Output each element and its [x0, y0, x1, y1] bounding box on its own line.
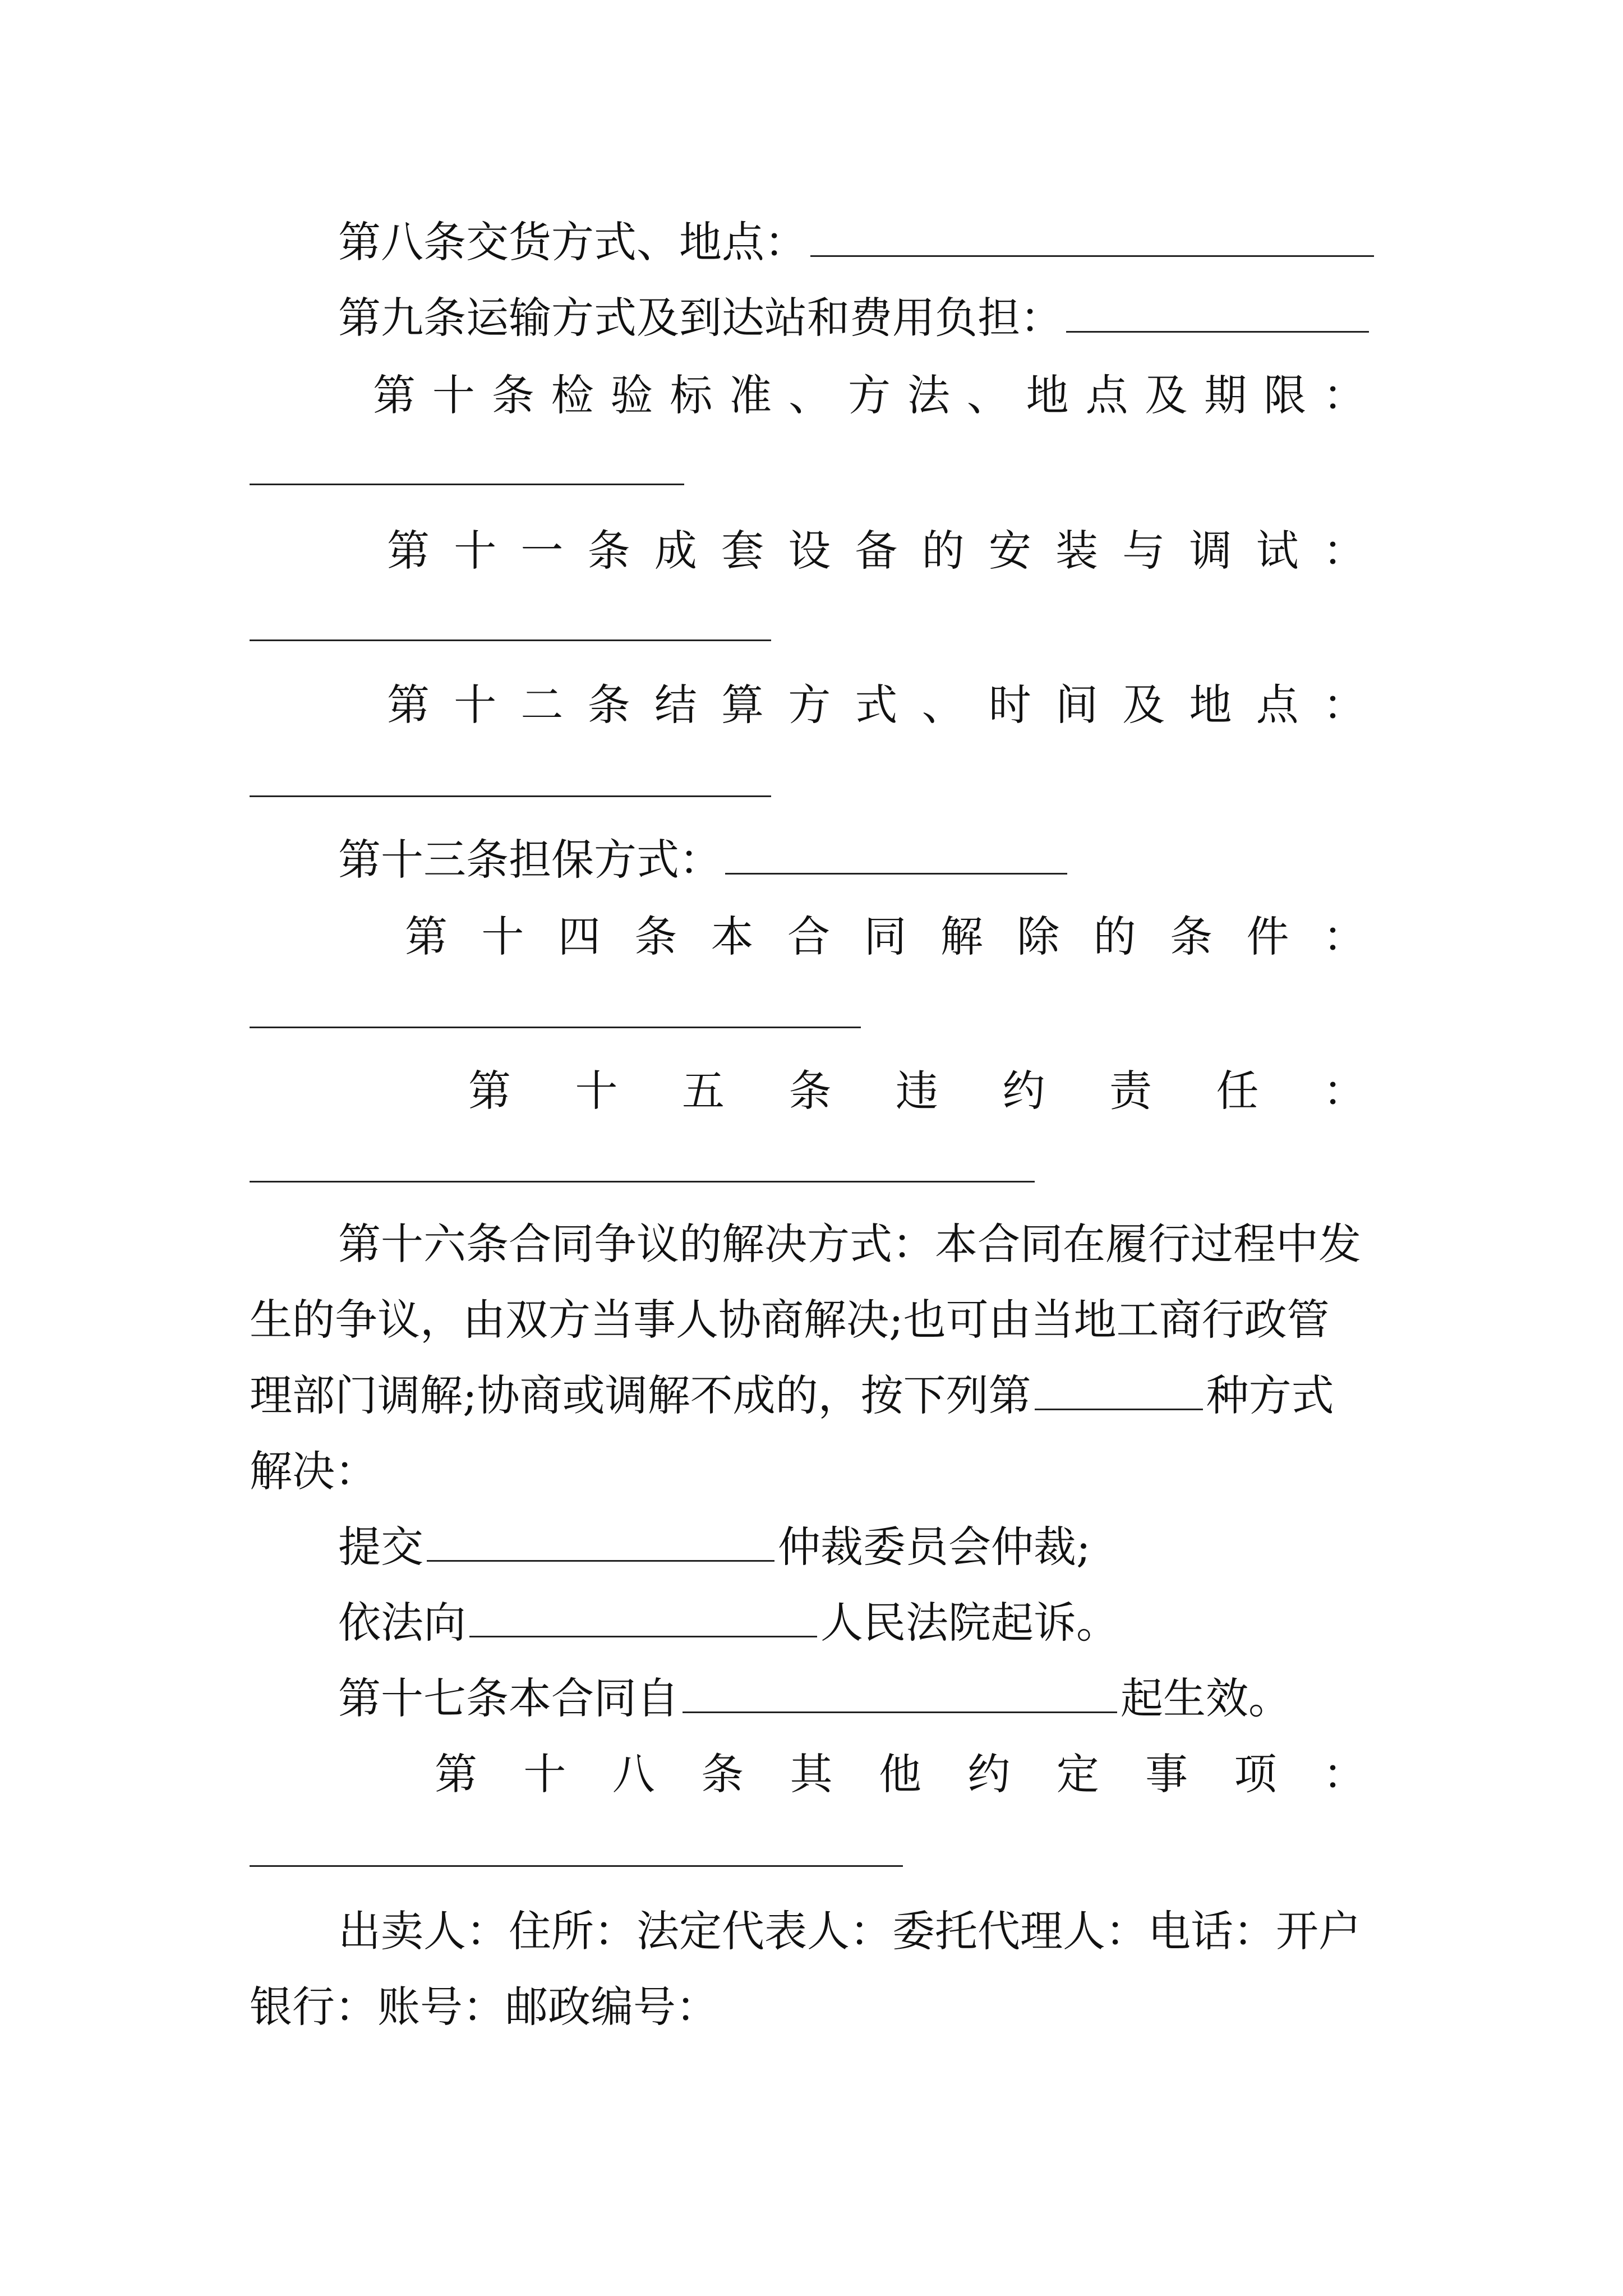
arbitration-post: 仲裁委员会仲裁; [778, 1522, 1091, 1572]
article-8 [338, 214, 1394, 270]
article-12-blank [250, 795, 771, 797]
article-9 [338, 290, 1394, 346]
article-18-blank [250, 1865, 903, 1867]
article-11-char: 十 [454, 526, 497, 576]
article-10-char: 标 [670, 370, 713, 420]
article-12-char: 式 [855, 680, 898, 730]
article-14-char: 第 [405, 912, 448, 961]
article-18-char: 条 [701, 1749, 744, 1799]
article-15-char: 第 [468, 1066, 511, 1116]
article-8-text: 第八条交货方式、地点： [338, 217, 807, 267]
article-12-char: 间 [1055, 680, 1099, 730]
article-10-char: 验 [610, 370, 653, 420]
article-12-char: 二 [520, 680, 564, 730]
article-18-char: 八 [612, 1749, 655, 1799]
article-14-char: 四 [557, 912, 601, 961]
article-11-char: 安 [988, 526, 1031, 576]
article-14-char: 同 [864, 912, 907, 961]
article-18-char: 事 [1145, 1749, 1188, 1799]
article-11-char: ： [1322, 526, 1366, 576]
article-11-char: 备 [855, 526, 898, 576]
arbitration-clause [338, 1519, 1394, 1575]
article-18-char: 十 [523, 1749, 566, 1799]
article-12-char: 点 [1256, 680, 1299, 730]
article-11 [387, 523, 1366, 579]
article-14-char: 条 [1170, 912, 1213, 961]
article-11-char: 条 [587, 526, 630, 576]
article-18 [435, 1746, 1366, 1802]
article-14-blank [250, 1027, 861, 1028]
article-9-text: 第九条运输方式及到达站和费用负担： [338, 293, 1063, 343]
article-17-blank [683, 1672, 1117, 1713]
article-12-char: 方 [788, 680, 831, 730]
article-13-text: 第十三条担保方式： [338, 835, 722, 885]
article-16-line2: 生的争议，由双方当事人协商解决;也可由当地工商行政管 [250, 1295, 1330, 1345]
article-14-char: 解 [940, 912, 983, 961]
article-14-char: 合 [787, 912, 831, 961]
article-15-char: 责 [1109, 1066, 1152, 1116]
article-10-char: ： [1323, 370, 1366, 420]
article-8-blank [810, 216, 1374, 257]
lawsuit-post: 人民法院起诉。 [820, 1598, 1119, 1648]
article-10 [373, 367, 1366, 424]
arbitration-pre: 提交 [338, 1522, 423, 1572]
article-18-char: 定 [1056, 1749, 1099, 1799]
article-11-char: 调 [1189, 526, 1232, 576]
article-15-char: 任 [1216, 1066, 1259, 1116]
article-10-char: 期 [1204, 370, 1247, 420]
article-15-char: ： [1323, 1066, 1366, 1116]
lawsuit-clause [338, 1595, 1394, 1651]
article-15-char: 约 [1002, 1066, 1045, 1116]
article-16-line1: 第十六条合同争议的解决方式：本合同在履行过程中发 [338, 1219, 1361, 1269]
article-9-blank [1066, 292, 1369, 333]
article-10-char: 法 [907, 370, 950, 420]
article-10-char: 十 [432, 370, 475, 420]
lawsuit-blank [469, 1596, 817, 1637]
article-16-line3 [250, 1368, 1394, 1424]
article-10-char: 条 [491, 370, 534, 420]
article-12-char: ： [1322, 680, 1366, 730]
article-16-line3-post: 种方式 [1206, 1370, 1334, 1420]
article-18-char: 约 [967, 1749, 1011, 1799]
article-12-char: 算 [721, 680, 764, 730]
article-18-char: 他 [878, 1749, 921, 1799]
article-12 [387, 677, 1366, 733]
article-12-char: 及 [1122, 680, 1165, 730]
article-13 [338, 832, 1394, 888]
article-15-blank [250, 1181, 1035, 1182]
article-11-char: 与 [1122, 526, 1165, 576]
article-15 [468, 1063, 1366, 1119]
article-11-char: 套 [721, 526, 764, 576]
article-18-char: 第 [435, 1749, 477, 1799]
article-11-char: 装 [1055, 526, 1099, 576]
article-10-char: 、 [966, 370, 1009, 420]
article-11-char: 试 [1256, 526, 1299, 576]
article-12-char: 十 [454, 680, 497, 730]
article-12-char: 结 [654, 680, 697, 730]
article-12-char: 地 [1189, 680, 1232, 730]
article-10-char: 及 [1145, 370, 1188, 420]
article-18-char: ： [1322, 1749, 1366, 1799]
article-11-char: 一 [520, 526, 564, 576]
article-15-char: 条 [789, 1066, 832, 1116]
article-10-char: 方 [848, 370, 891, 420]
article-10-char: 准 [729, 370, 772, 420]
article-11-blank [250, 639, 771, 641]
article-16-line4: 解决： [250, 1446, 377, 1496]
article-12-char: 第 [387, 680, 430, 730]
article-10-char: 检 [551, 370, 594, 420]
article-17 [338, 1671, 1394, 1727]
seller-info-line1: 出卖人：住所：法定代表人：委托代理人：电话：开户 [338, 1906, 1361, 1956]
article-14 [405, 909, 1366, 965]
article-14-char: 本 [711, 912, 754, 961]
article-12-char: 时 [988, 680, 1031, 730]
article-18-char: 其 [790, 1749, 833, 1799]
article-11-char: 第 [387, 526, 430, 576]
article-10-char: 、 [789, 370, 832, 420]
article-10-char: 第 [373, 370, 416, 420]
arbitration-blank [427, 1521, 774, 1562]
article-14-char: 件 [1246, 912, 1289, 961]
article-10-char: 限 [1264, 370, 1307, 420]
article-16-method-blank [1035, 1369, 1203, 1410]
article-14-char: 十 [481, 912, 524, 961]
article-17-post: 起生效。 [1121, 1673, 1291, 1723]
article-14-char: ： [1322, 912, 1366, 961]
article-14-char: 的 [1093, 912, 1136, 961]
article-16-line3-pre: 理部门调解;协商或调解不成的，按下列第 [250, 1370, 1031, 1420]
seller-info-line2: 银行：账号：邮政编号： [250, 1982, 718, 2032]
article-10-char: 地 [1026, 370, 1069, 420]
lawsuit-pre: 依法向 [338, 1598, 466, 1648]
article-15-char: 十 [575, 1066, 618, 1116]
article-11-char: 设 [788, 526, 831, 576]
article-12-char: 、 [921, 680, 965, 730]
article-13-blank [725, 834, 1067, 875]
article-17-pre: 第十七条本合同自 [338, 1673, 679, 1723]
article-10-blank [250, 484, 684, 485]
article-15-char: 违 [896, 1066, 938, 1116]
article-18-char: 项 [1234, 1749, 1277, 1799]
article-11-char: 成 [654, 526, 697, 576]
article-15-char: 五 [682, 1066, 725, 1116]
article-14-char: 除 [1017, 912, 1060, 961]
article-11-char: 的 [921, 526, 965, 576]
article-10-char: 点 [1085, 370, 1128, 420]
article-14-char: 条 [634, 912, 677, 961]
article-12-char: 条 [587, 680, 630, 730]
